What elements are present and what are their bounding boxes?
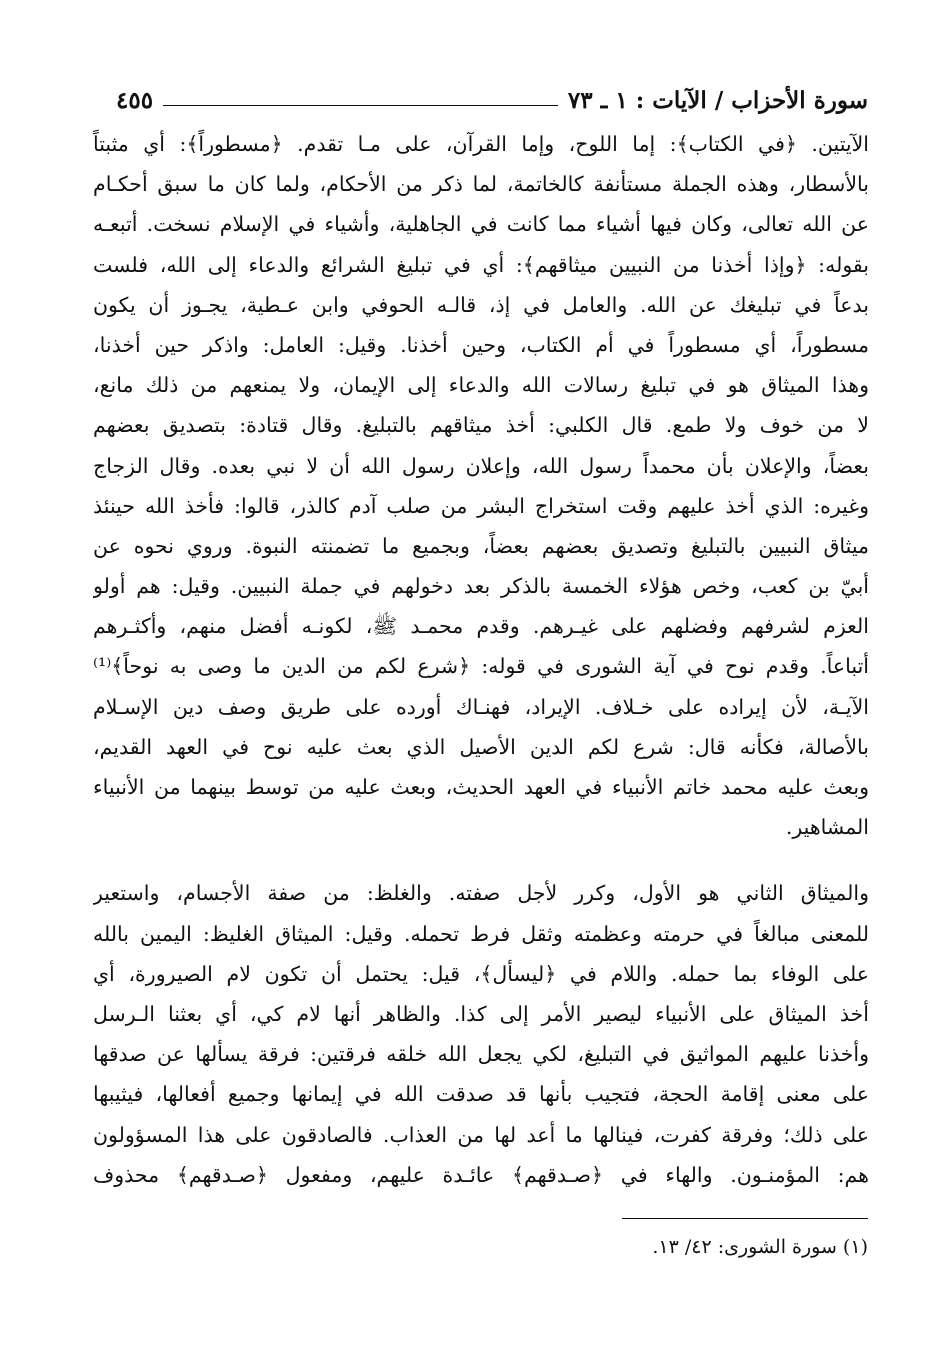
- text-line: مسطوراً، أي مسطوراً في أم الكتاب، وحين أخذنا. وقيل: العامل: واذكر حين أخذنا،: [93, 332, 869, 357]
- text-line: على الوفاء بما حمله. واللام في ﴿ليسأل﴾، قيل: يحتمل أن تكون لام الصيرورة، أي: [93, 961, 869, 986]
- text-line: على ذلك؛ وفرقة كفرت، فينالها ما أعد لها من العذاب. فالصادقون على هذا المسؤولون: [93, 1122, 869, 1147]
- footnote-divider: [622, 1218, 868, 1219]
- text-line: أتباعاً. وقدم نوح في آية الشورى في قوله: ﴿شرع لكم من الدين ما وصى به نوحاً﴾⁽¹⁾: [93, 654, 869, 679]
- chapter-title: سورة الأحزاب / الآيات : ١ ـ ٧٣: [567, 86, 868, 114]
- text-line: الآيـة، لأن إيراده على خـلاف. الإيراد، فهنـاك أورده على طريق وصف دين الإسـلام: [93, 694, 869, 719]
- text-line: بعضاً، والإعلان بأن محمداً رسول الله، وإعلان رسول الله أن لا نبي بعده. وقال الزجاج: [93, 453, 869, 478]
- header-rule: [163, 105, 558, 106]
- text-line: والميثاق الثاني هو الأول، وكرر لأجل صفته. والغلظ: من صفة الأجسام، واستعير: [93, 881, 869, 906]
- paragraph-gap: [93, 847, 869, 873]
- text-line: بدعاً في تبليغك عن الله. والعامل في إذ، قالـه الحوفي وابن عـطية، يجـوز أن يكون: [93, 292, 869, 317]
- text-line: أبيّ بن كعب، وخص هؤلاء الخمسة بالذكر بعد دخولهم في جملة النبيين. وقيل: هم أولو: [93, 574, 869, 599]
- text-line: بالأسطار، وهذه الجملة مستأنفة كالخاتمة، لما ذكر من الأحكام، ولما كان ما سبق أحكـام: [93, 172, 869, 197]
- text-line: وغيره: الذي أخذ عليهم وقت استخراج البشر من صلب آدم كالذر، قالوا: فأخذ الله حينئذ: [93, 493, 869, 518]
- text-line: للمعنى مبالغاً في حرمته وعظمته وثقل فرط تحمله. وقيل: الميثاق الغليظ: اليمين بالله: [93, 921, 869, 946]
- text-line: عن الله تعالى، وكان فيها أشياء مما كانت في الجاهلية، وأشياء في الإسلام نسخت. أتبعـه: [93, 212, 869, 237]
- page-number: ٤٥٥: [116, 86, 154, 114]
- footnote: (١) سورة الشورى: ٤٢/ ١٣.: [652, 1236, 868, 1258]
- text-line: العزم لشرفهم وفضلهم على غيـرهم. وقدم محمـد ﷺ، لكونـه أفضل منهم، وأكثـرهم: [93, 614, 869, 639]
- text-line: بقوله: ﴿وإذا أخذنا من النبيين ميثاقهم﴾: أي في تبليغ الشرائع والدعاء إلى الله، فلست: [93, 252, 869, 277]
- running-header: [116, 82, 868, 118]
- text-line: المشاهير.: [785, 815, 869, 840]
- text-line: بالأصالة، فكأنه قال: شرع لكم الدين الأصيل الذي بعث عليه نوح في العهد القديم،: [93, 734, 869, 759]
- main-text: [93, 124, 869, 1195]
- text-line: الآيتين. ﴿في الكتاب﴾: إما اللوح، وإما القرآن، على مـا تقدم. ﴿مسطوراً﴾: أي مثبتاً: [93, 132, 869, 156]
- text-line: لا من خوف ولا طمع. قال الكلبي: أخذ ميثاقهم بالتبليغ. وقال قتادة: بتصديق بعضهم: [93, 413, 869, 438]
- text-line: على معنى إقامة الحجة، فتجيب بأنها قد صدقت الله في إيمانها وجميع أفعالها، فيثيبها: [93, 1082, 869, 1107]
- text-line: وأخذنا عليهم المواثيق في التبليغ، لكي يجعل الله خلقه فرقتين: فرقة يسألها عن صدقها: [93, 1042, 869, 1067]
- text-line: وهذا الميثاق هو في تبليغ رسالات الله والدعاء إلى الإيمان، ولا يمنعهم من ذلك مانع،: [93, 373, 869, 398]
- text-line: هم: المؤمنـون. والهاء في ﴿صـدقهم﴾ عائـدة عليهم، ومفعول ﴿صـدقهم﴾ محذوف: [93, 1162, 869, 1187]
- text-line: ميثاق النبيين بالتبليغ وتصديق بعضهم بعضاً، وبجميع ما تضمنته النبوة. وروي نحوه عن: [93, 533, 869, 558]
- text-line: أخذ الميثاق على الأنبياء ليصير الأمر إلى كذا. والظاهر أنها لام كي، أي بعثنا الـرسل: [93, 1001, 869, 1026]
- text-line: وبعث عليه محمد خاتم الأنبياء في العهد الحديث، وبعث عليه من توسط بينهما من الأنبياء: [93, 775, 869, 799]
